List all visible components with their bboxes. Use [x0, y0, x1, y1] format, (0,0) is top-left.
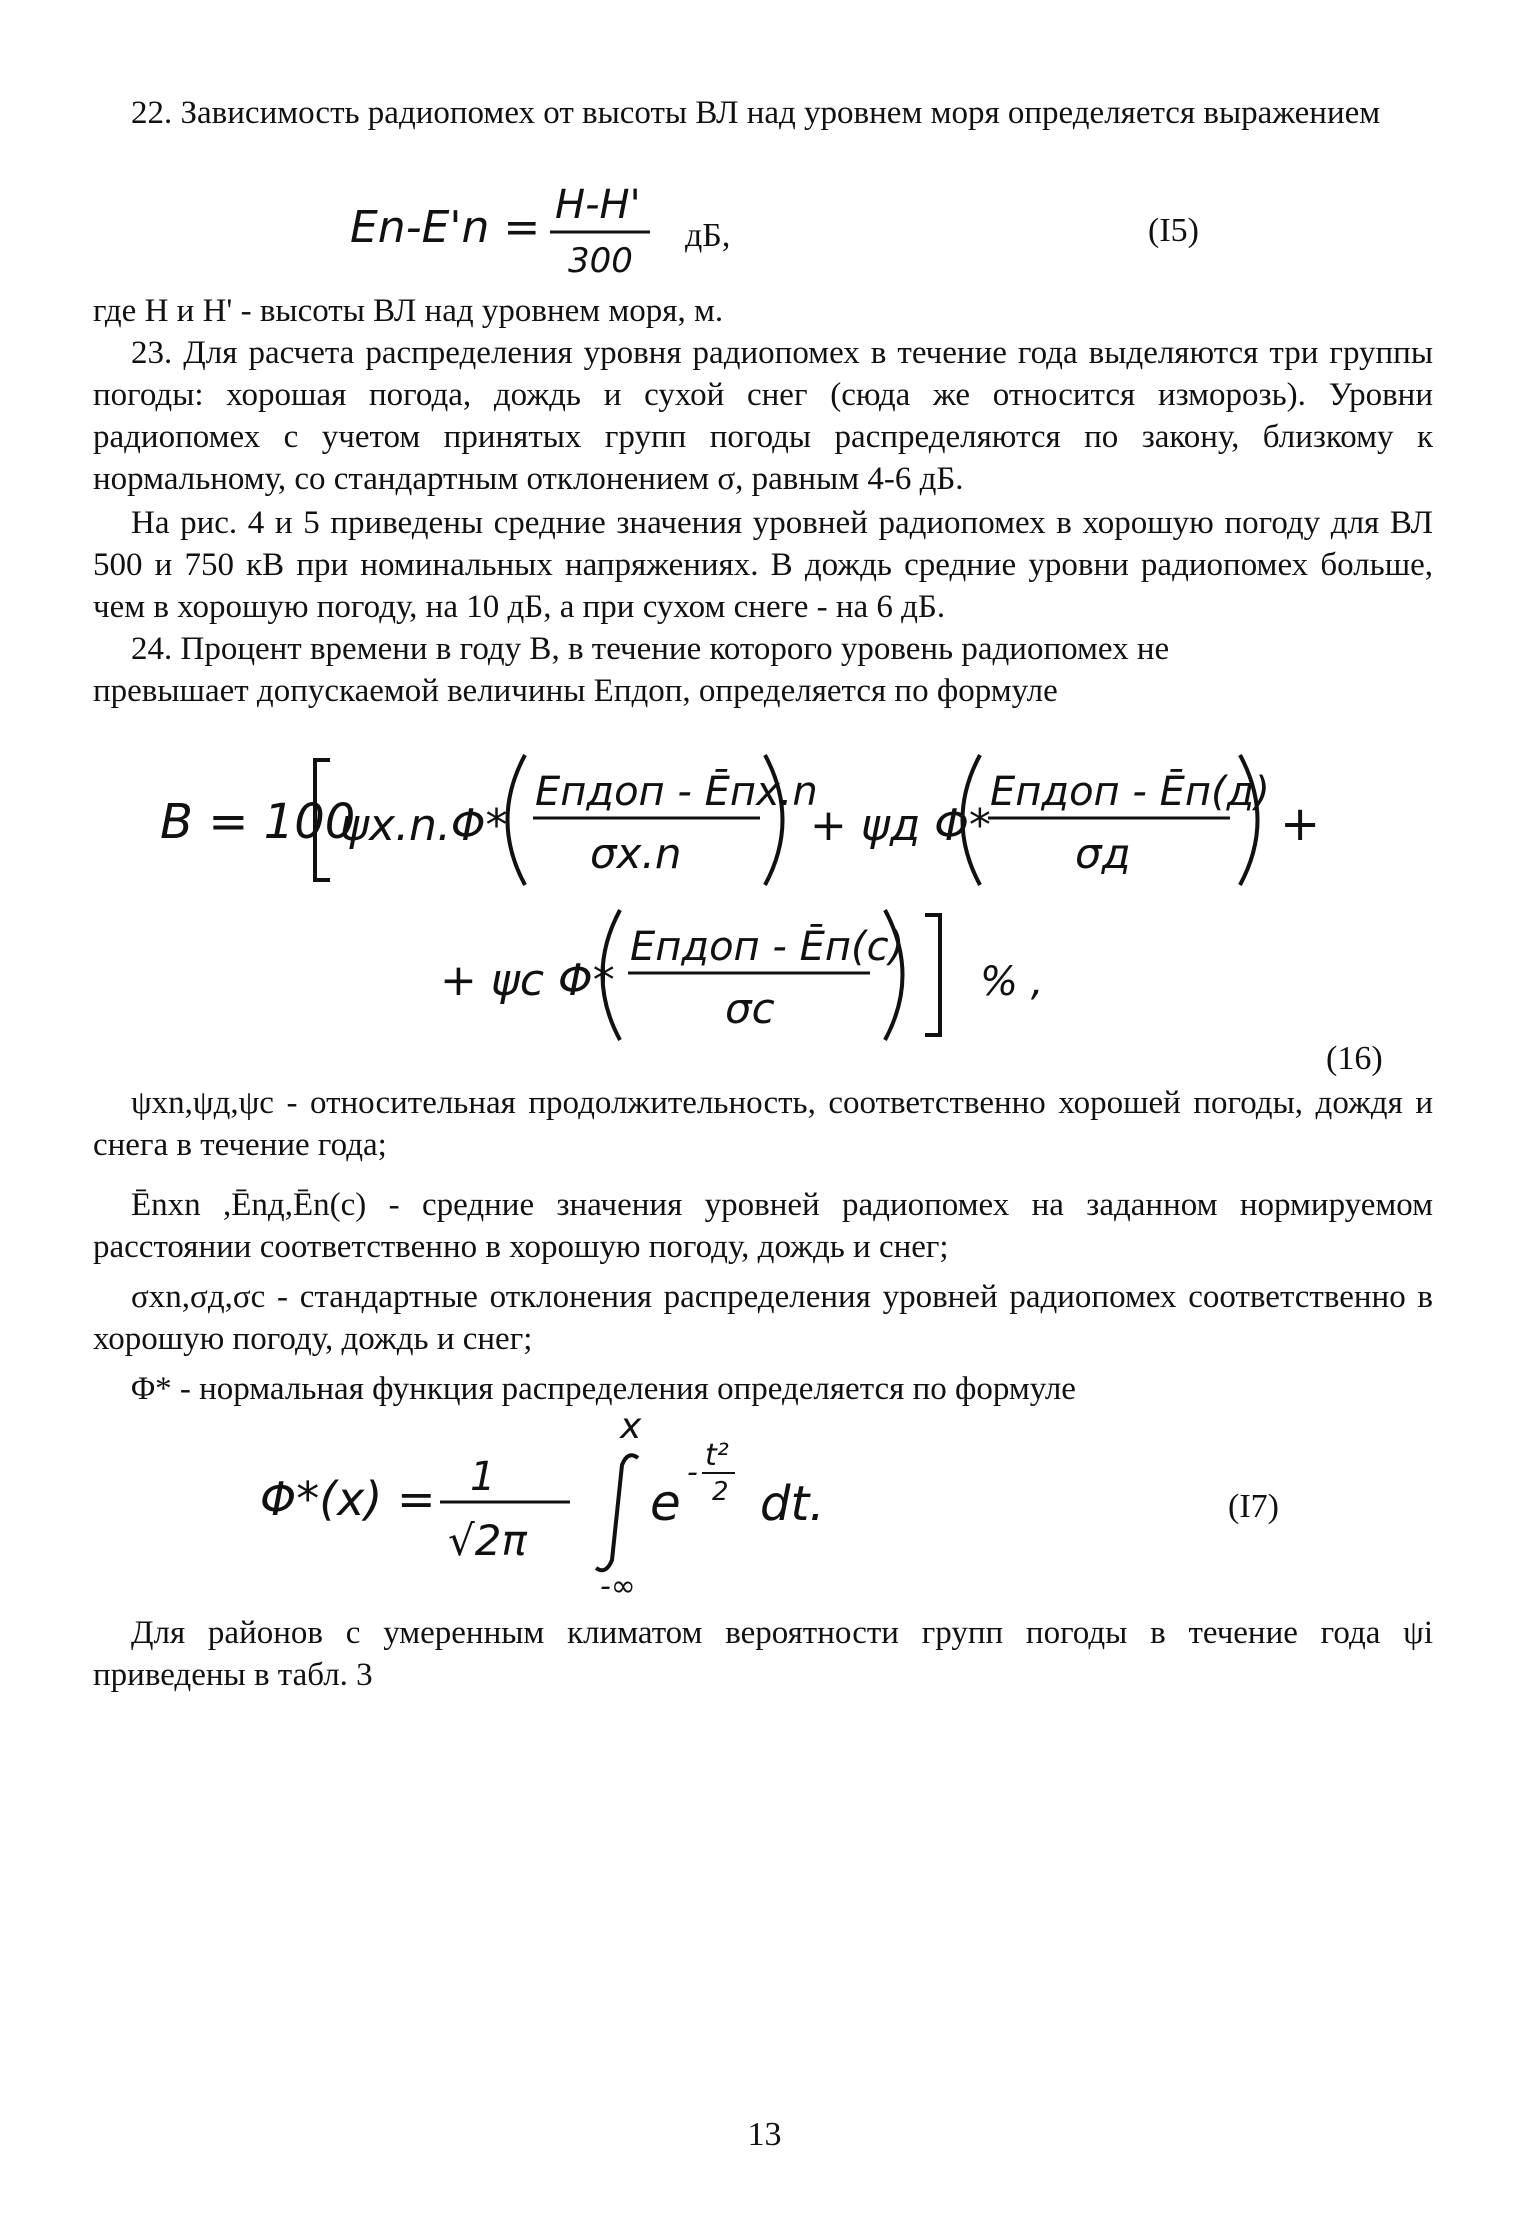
eq16-tail: % , — [980, 959, 1044, 1005]
eq16-term3-num: Eпдоп - Ēп(c) — [630, 924, 905, 970]
paragraph-24-line1: 24. Процент времени в году В, в течение которого уровень радиопомех не — [131, 631, 1170, 667]
paragraph-22: 22. Зависимость радиопомех от высоты ВЛ над уровнем моря определяется выражением — [131, 95, 1381, 131]
eq16-term1-num: Eпдоп - Ēпx.n — [535, 769, 818, 815]
eq15-denominator: 300 — [568, 241, 633, 281]
eq15-lhs: En-E'n = — [350, 202, 541, 253]
eq15-number: (I5) — [1148, 212, 1199, 249]
eq16-term1-den: σx.n — [590, 829, 682, 878]
eq16-term1-coef: ψx.n.Φ* — [340, 800, 508, 851]
eq15-unit: дБ, — [685, 217, 731, 254]
page-number: 13 — [747, 2116, 782, 2153]
eq16-term3-coef: + ψc Φ* — [440, 955, 615, 1006]
eq17-frac-num: 1 — [470, 1454, 496, 1500]
eq17-number: (I7) — [1228, 1488, 1279, 1525]
eq17-integrand: e — [650, 1474, 681, 1532]
eq15-numerator: H-H' — [555, 182, 641, 228]
eq16-lead: B = 100 — [160, 794, 356, 850]
eq17-exp-num: t² — [705, 1438, 729, 1473]
definition-phi: Φ* - нормальная функция распределения определяется по формуле — [131, 1371, 1076, 1407]
eq17-lhs: Φ*(x) = — [260, 1472, 436, 1526]
eq17-frac-den: √2π — [448, 1516, 527, 1565]
paragraph-last: Для районов с умеренным климатом вероятности групп погоды в течение года ψi приведены в табл. 3 — [93, 1615, 1433, 1693]
eq16-term2-den: σд — [1075, 829, 1131, 878]
paragraph-23b: На рис. 4 и 5 приведены средние значения уровней радиопомех в хорошую погоду для ВЛ 500 и 750 кВ при номинальных напряжениях. В дождь средние уровни радиопомех больше, чем в хорошую погоду, на 10 дБ, а при сухом снеге - на 6 дБ. — [93, 505, 1433, 625]
eq16-term2-coef: + ψд Φ* — [810, 800, 991, 851]
eq16-plus: + — [1280, 796, 1321, 852]
eq16-number: (16) — [1326, 1040, 1383, 1077]
eq17-dt: dt. — [760, 1476, 825, 1532]
equation-17 — [250, 1410, 1350, 1600]
definition-psi: ψxn,ψд,ψc - относительная продолжительность, соответственно хорошей погоды, дождя и снега в течение года; — [93, 1085, 1433, 1163]
definition-sigma: σxn,σд,σc - стандартные отклонения распределения уровней радиопомех соответственно в хорошую погоду, дождь и снег; — [93, 1279, 1433, 1357]
eq16-term2-num: Eпдоп - Ēп(д) — [990, 769, 1270, 815]
equation-16 — [150, 730, 1410, 1060]
eq17-upper: x — [620, 1410, 642, 1447]
paragraph-22-where: где H и H' - высоты ВЛ над уровнем моря, м. — [93, 293, 724, 329]
paragraph-23: 23. Для расчета распределения уровня радиопомех в течение года выделяются три группы погоды: хорошая погода, дождь и сухой снег (сюда же относится изморозь). Уровни радиопомех с учетом принятых групп погоды распределяются по закону, близкому к нормальному, со стандартным отклонением σ, равным 4-6 дБ. — [93, 335, 1433, 497]
eq17-exp-minus: - — [687, 1455, 698, 1490]
eq16-term3-den: σc — [725, 984, 775, 1033]
eq17-exp-den: 2 — [712, 1477, 729, 1507]
eq17-lower: -∞ — [600, 1569, 636, 1600]
paragraph-24-line2: превышает допускаемой величины Eпдоп, определяется по формуле — [93, 673, 1058, 709]
definition-e-mean: Ēnxn ,Ēnд,Ēn(c) - средние значения уровней радиопомех на заданном нормируемом расстоянии соответственно в хорошую погоду, дождь и снег; — [93, 1187, 1433, 1265]
